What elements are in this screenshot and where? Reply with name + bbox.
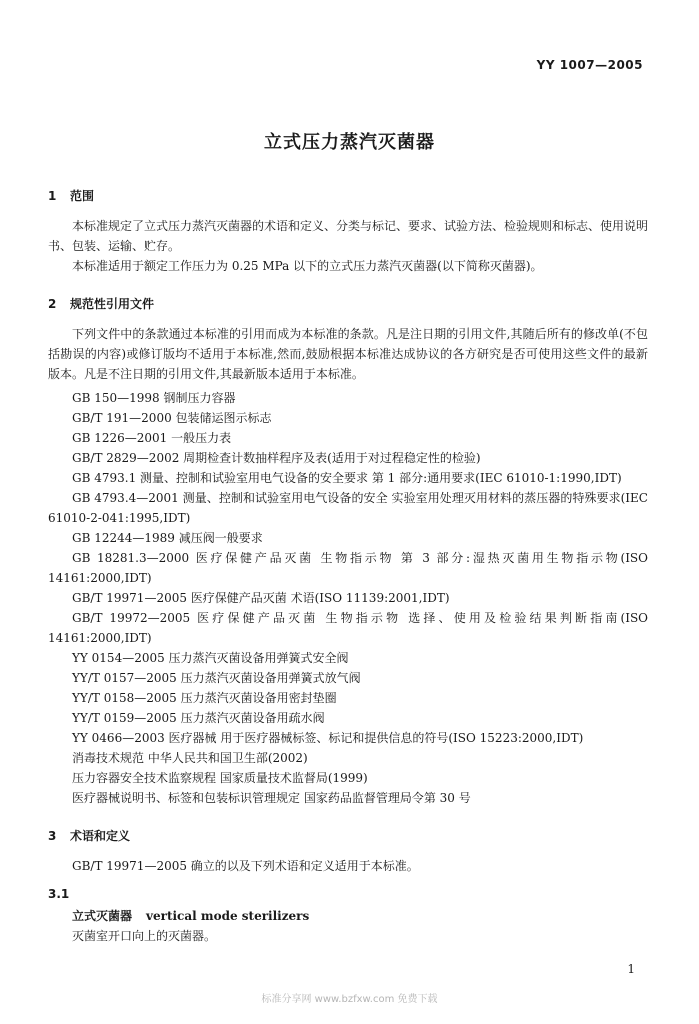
document-body <box>48 180 648 946</box>
section-2-heading <box>48 294 648 314</box>
reference-item: GB/T 19971—2005 医疗保健产品灭菌 术语(ISO 11139:2001,IDT) <box>72 591 450 605</box>
reference-item: GB 150—1998 钢制压力容器 <box>72 391 236 405</box>
reference-item: GB 1226—2001 一般压力表 <box>72 431 232 445</box>
reference-item: GB 12244—1989 减压阀一般要求 <box>72 531 263 545</box>
section-3-title: 术语和定义 <box>70 829 131 843</box>
section-2-title: 规范性引用文件 <box>70 297 155 311</box>
terms-intro: GB/T 19971—2005 确立的以及下列术语和定义适用于本标准。 <box>72 859 419 873</box>
section-1-heading <box>48 186 648 206</box>
reference-item: 压力容器安全技术监察规程 国家质量技术监督局(1999) <box>72 771 368 785</box>
reference-item: YY/T 0159—2005 压力蒸汽灭菌设备用疏水阀 <box>72 711 325 725</box>
term-english: vertical mode sterilizers <box>146 909 310 923</box>
term-chinese: 立式灭菌器 <box>72 909 133 923</box>
reference-list <box>48 388 648 808</box>
reference-item: GB 4793.1 测量、控制和试验室用电气设备的安全要求 第 1 部分:通用要求(IEC 61010-1:1990,IDT) <box>72 471 622 485</box>
reference-item: GB/T 19972—2005 医疗保健产品灭菌 生物指示物 选择、使用及检验结果判断指南(ISO 14161:2000,IDT) <box>48 611 648 645</box>
reference-item: GB 18281.3—2000 医疗保健产品灭菌 生物指示物 第 3 部分:湿热灭菌用生物指示物(ISO 14161:2000,IDT) <box>48 551 648 585</box>
reference-item: GB/T 191—2000 包装储运图示标志 <box>72 411 272 425</box>
section-3-number: 3 <box>48 829 57 843</box>
watermark: 标准分享网 www.bzfxw.com 免费下载 <box>261 994 438 1005</box>
scope-paragraph-1: 本标准规定了立式压力蒸汽灭菌器的术语和定义、分类与标记、要求、试验方法、检验规则和标志、使用说明书、包装、运输、贮存。 <box>48 219 649 253</box>
reference-item: YY/T 0158—2005 压力蒸汽灭菌设备用密封垫圈 <box>72 691 337 705</box>
reference-item: GB 4793.4—2001 测量、控制和试验室用电气设备的安全 实验室用处理灭用材料的蒸压器的特殊要求(IEC 61010-2-041:1995,IDT) <box>48 491 648 525</box>
normative-references-intro: 下列文件中的条款通过本标准的引用而成为本标准的条款。凡是注日期的引用文件,其随后所有的修改单(不包括勘误的内容)或修订版均不适用于本标准,然而,鼓励根据本标准达成协议的各方研究是否可使用这些文件的最新版本。凡是不注日期的引用文件,其最新版本适用于本标准。 <box>48 327 648 381</box>
section-1-title: 范围 <box>70 189 95 203</box>
section-1-number: 1 <box>48 189 57 203</box>
scope-paragraph-2: 本标准适用于额定工作压力为 0.25 MPa 以下的立式压力蒸汽灭菌器(以下简称灭菌器)。 <box>72 259 543 273</box>
term-definition: 灭菌室开口向上的灭菌器。 <box>72 929 217 943</box>
reference-item: YY/T 0157—2005 压力蒸汽灭菌设备用弹簧式放气阀 <box>72 671 361 685</box>
reference-item: 医疗器械说明书、标签和包装标识管理规定 国家药品监督管理局令第 30 号 <box>72 791 471 805</box>
section-2-number: 2 <box>48 297 57 311</box>
page-number: 1 <box>627 962 635 976</box>
reference-item: YY 0466—2003 医疗器械 用于医疗器械标签、标记和提供信息的符号(ISO 15223:2000,IDT) <box>72 731 584 745</box>
section-3-heading <box>48 826 648 846</box>
document-title: 立式压力蒸汽灭菌器 <box>264 132 435 153</box>
clause-number: 3.1 <box>48 887 70 901</box>
reference-item: 消毒技术规范 中华人民共和国卫生部(2002) <box>72 751 308 765</box>
standard-code: YY 1007—2005 <box>536 58 643 72</box>
reference-item: YY 0154—2005 压力蒸汽灭菌设备用弹簧式安全阀 <box>72 651 349 665</box>
reference-item: GB/T 2829—2002 周期检查计数抽样程序及表(适用于对过程稳定性的检验) <box>72 451 481 465</box>
term-entry <box>48 906 648 926</box>
